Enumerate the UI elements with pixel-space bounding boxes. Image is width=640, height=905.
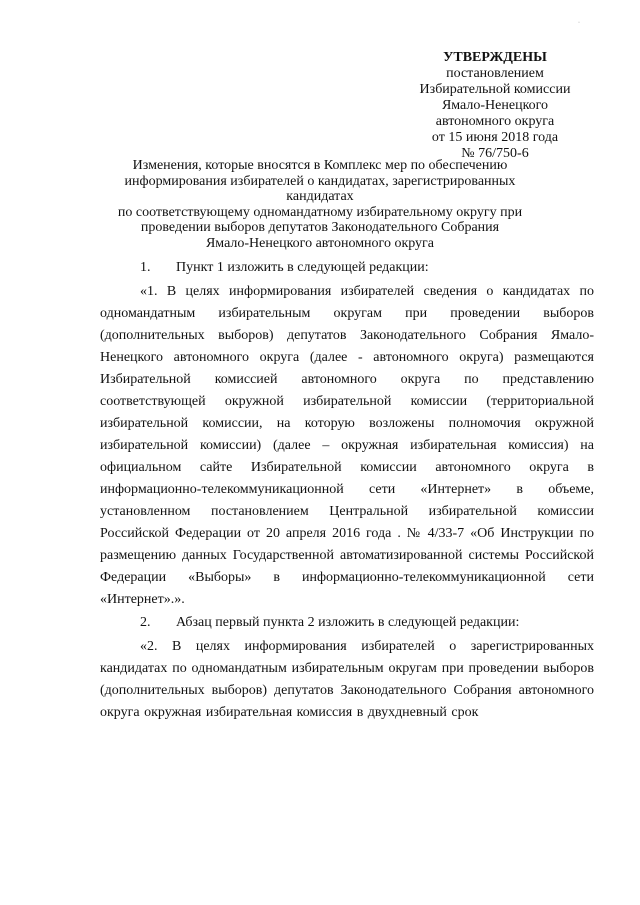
approval-line: от 15 июня 2018 года (431, 130, 559, 145)
item-2-paragraph: «2. В целях информирования избирателей о зарегистрированных кандидатах по одномандатным избирательным округам при проведении выборов (дополнительных выборов) депутатов Законодательного Собрания автономного округа окружная избирательная комиссия в двухдневный срок (100, 639, 594, 720)
item-number: 2. (140, 615, 151, 630)
title-line: по соответствующему одномандатному избирательному округу при (117, 204, 523, 220)
document-body (100, 256, 594, 724)
title-line: Изменения, которые вносятся в Комплекс мер по обеспечению (132, 158, 508, 173)
document-title (100, 158, 540, 251)
approval-stamp (395, 50, 595, 162)
title-line: Ямало-Ненецкого автономного округа (205, 235, 435, 251)
title-line: проведении выборов депутатов Законодательного Собрания (140, 220, 500, 235)
item-2-heading (100, 611, 594, 635)
page-mark: · (578, 20, 580, 26)
approval-line: автономного округа (435, 114, 555, 129)
item-1-heading (100, 256, 594, 280)
title-line: информирования избирателей о кандидатах, зарегистрированных кандидатах (124, 173, 516, 204)
approval-heading: УТВЕРЖДЕНЫ (443, 50, 547, 65)
item-heading-text: Пункт 1 изложить в следующей редакции: (176, 260, 429, 275)
approval-line: Ямало-Ненецкого (441, 98, 549, 113)
approval-line: постановлением (446, 66, 544, 81)
item-1-paragraph: «1. В целях информирования избирателей сведения о кандидатах по одномандатным избирательным округам при проведении выборов (дополнительных выборов) депутатов Законодательного Собрания Ямало-Ненецкого автономного округа (далее - автономного округа) размещаются Избирательной комиссией автономного округа по представлению соответствующей окружной избирательной комиссии (территориальной избирательной комиссии, на которую возложены полномочия окружной избирательной комиссии) (далее – окружная избирательная комиссия) на официальном сайте Избирательной комиссии автономного округа в информационно-телекоммуникационной сети «Интернет» в объеме, установленном постановлением Центральной избирательной комиссии Российской Федерации от 20 апреля 2016 года . № 4/33-7 «Об Инструкции по размещению данных Государственной автоматизированной системы Российской Федерации «Выборы» в информационно-телекоммуникационной сети «Интернет».». (100, 284, 594, 607)
approval-line: Избирательной комиссии (419, 82, 571, 97)
item-heading-text: Абзац первый пункта 2 изложить в следующей редакции: (176, 615, 520, 630)
approval-line: № 76/750-6 (461, 146, 529, 161)
item-number: 1. (140, 260, 151, 275)
